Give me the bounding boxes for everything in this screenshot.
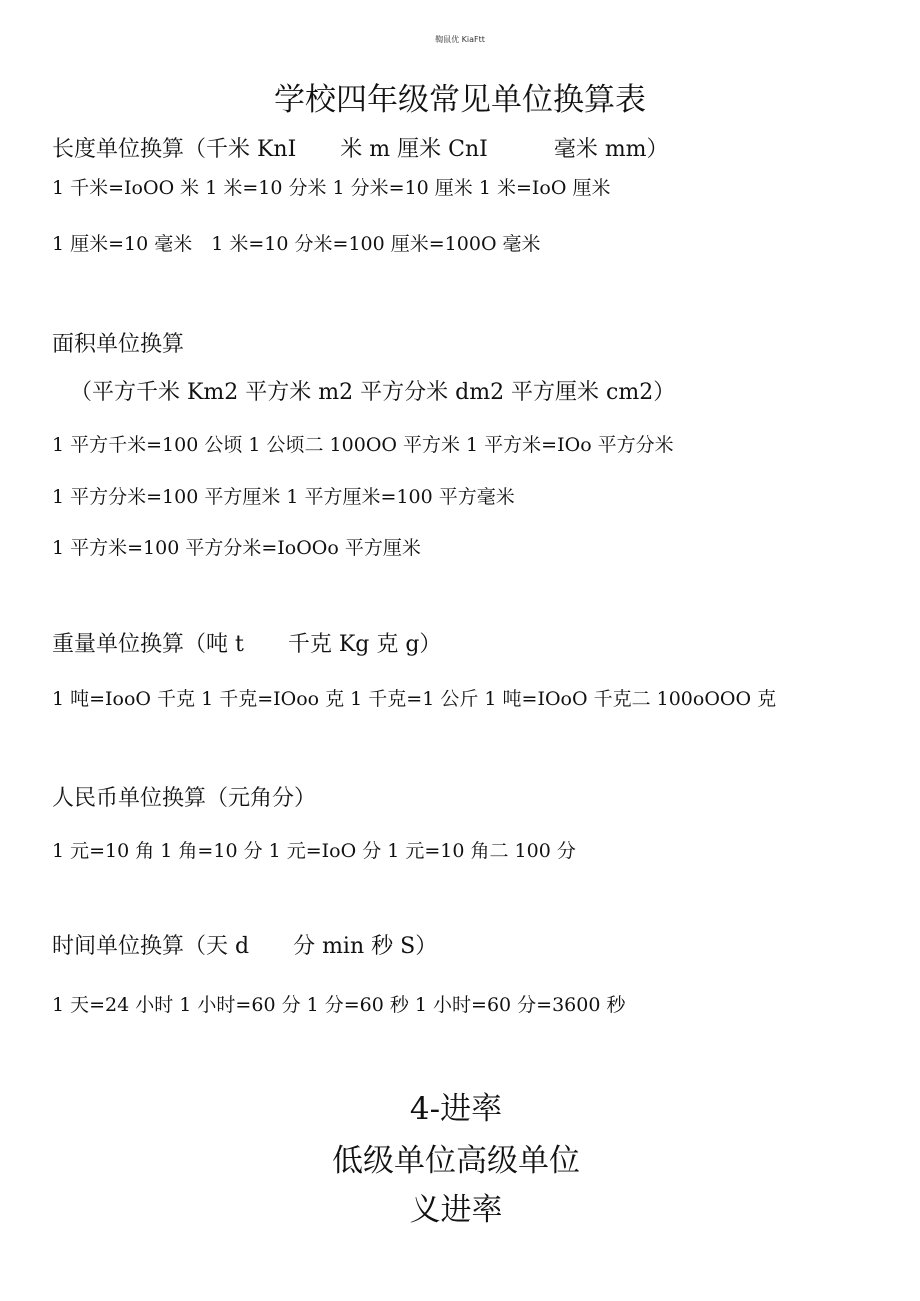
area-line-2: 1 平方分米=100 平方厘米 1 平方厘米=100 平方毫米 — [52, 486, 515, 508]
footer-line-1: 4-进率 — [409, 1091, 503, 1127]
page-title: 学校四年级常见单位换算表 — [274, 82, 646, 118]
weight-heading: 重量单位换算（吨 t 千克 Kg 克 g） — [52, 632, 442, 657]
area-line-3: 1 平方米=100 平方分米=IoOOo 平方厘米 — [52, 537, 421, 559]
area-subheading: （平方千米 Km2 平方米 m2 平方分米 dm2 平方厘米 cm2） — [70, 380, 676, 405]
length-line-1: 1 千米=IoOO 米 1 米=10 分米 1 分米=10 厘米 1 米=IoO 厘米 — [52, 177, 611, 199]
time-line-1: 1 天=24 小时 1 小时=60 分 1 分=60 秒 1 小时=60 分=3600 秒 — [52, 994, 626, 1016]
time-heading: 时间单位换算（天 d 分 min 秒 S） — [52, 934, 438, 959]
area-heading: 面积单位换算 — [52, 332, 185, 357]
footer-line-2: 低级单位高级单位 — [332, 1143, 580, 1179]
weight-line-1: 1 吨=IooO 千克 1 千克=IOoo 克 1 千克=1 公斤 1 吨=IOoO 千克二 100oOOO 克 — [52, 688, 777, 710]
area-line-1: 1 平方千米=100 公顷 1 公顷二 100OO 平方米 1 平方米=IOo 平方分米 — [52, 434, 674, 456]
footer-line-3: 义进率 — [409, 1192, 503, 1228]
currency-line-1: 1 元=10 角 1 角=10 分 1 元=IoO 分 1 元=10 角二 100 分 — [52, 840, 576, 862]
page-header: 鞫鼠优 KiaFtt — [435, 35, 485, 44]
length-heading: 长度单位换算（千米 KnI 米 m 厘米 CnI 毫米 mm） — [52, 137, 669, 162]
currency-heading: 人民币单位换算（元角分） — [52, 786, 317, 811]
length-line-2: 1 厘米=10 毫米 1 米=10 分米=100 厘米=100O 毫米 — [52, 233, 541, 255]
